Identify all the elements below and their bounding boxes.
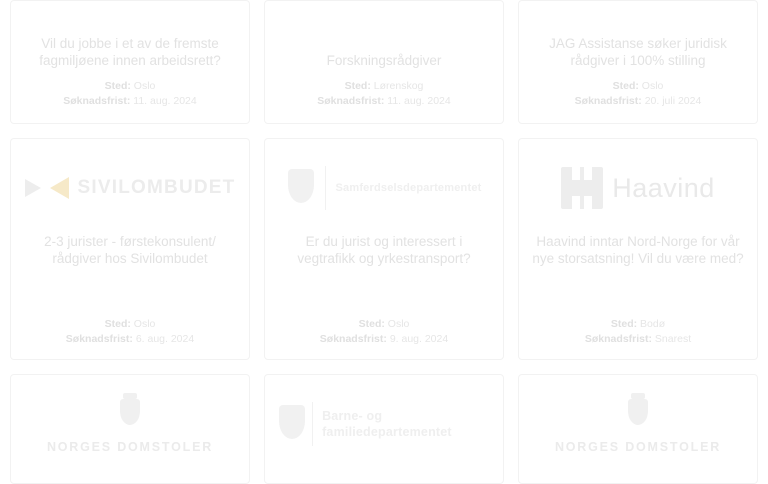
logo-text: NORGES DOMSTOLER xyxy=(554,440,722,454)
sivilombudet-logo-icon xyxy=(25,177,236,199)
deadline-value: 20. juli 2024 xyxy=(644,95,702,107)
job-card[interactable] xyxy=(518,374,758,484)
job-meta xyxy=(317,79,450,109)
job-deadline-row xyxy=(320,332,448,347)
job-place-row xyxy=(63,79,196,94)
place-label: Sted: xyxy=(610,318,638,330)
job-card[interactable] xyxy=(264,0,504,124)
place-value: Lørenskog xyxy=(373,80,424,92)
job-card[interactable] xyxy=(10,138,250,360)
job-card[interactable] xyxy=(10,374,250,484)
deadline-value: Snarest xyxy=(654,333,692,345)
place-label: Sted: xyxy=(612,80,639,92)
place-label: Sted: xyxy=(104,80,131,92)
job-card[interactable] xyxy=(264,138,504,360)
job-card[interactable] xyxy=(10,0,250,124)
job-title: Vil du jobbe i et av de fremste fagmiljøene innen arbeidsrett? xyxy=(39,36,221,68)
job-card[interactable] xyxy=(518,0,758,124)
deadline-value: 6. aug. 2024 xyxy=(135,333,195,345)
employer-logo xyxy=(531,149,745,227)
deadline-value: 11. aug. 2024 xyxy=(133,95,197,107)
place-value: Bodø xyxy=(640,318,666,330)
logo-text: Samferdselsdepartementet xyxy=(335,182,482,194)
logo-text: NORGES DOMSTOLER xyxy=(46,440,214,454)
deadline-value: 11. aug. 2024 xyxy=(387,95,451,107)
logo-divider xyxy=(325,166,326,210)
place-value: Oslo xyxy=(133,318,156,330)
samferdselsdepartementet-logo-icon xyxy=(286,166,481,210)
deadline-label: Søknadsfrist: xyxy=(319,333,387,345)
place-label: Sted: xyxy=(104,318,131,330)
logo-text: Haavind xyxy=(612,172,715,203)
job-place-row xyxy=(66,317,194,332)
logo-text: SIVILOMBUDET xyxy=(77,177,236,198)
job-title: 2-3 jurister - førstekonsulent/ rådgiver hos Sivilombudet xyxy=(44,234,216,266)
place-label: Sted: xyxy=(344,80,371,92)
job-title: Er du jurist og interessert i vegtrafikk og yrkestransport? xyxy=(297,234,471,266)
job-meta xyxy=(585,317,691,347)
employer-logo xyxy=(23,149,237,227)
job-meta xyxy=(63,79,196,109)
norwegian-coat-of-arms-icon xyxy=(117,393,143,433)
deadline-label: Søknadsfrist: xyxy=(317,95,385,107)
deadline-label: Søknadsfrist: xyxy=(584,333,652,345)
haavind-logo-icon xyxy=(561,167,715,209)
job-card[interactable] xyxy=(264,374,504,484)
place-value: Oslo xyxy=(387,318,410,330)
job-deadline-row xyxy=(63,94,196,109)
haavind-mark-icon xyxy=(561,167,603,209)
job-meta xyxy=(575,79,702,109)
job-meta xyxy=(320,317,448,347)
logo-divider xyxy=(312,402,313,446)
job-place-row xyxy=(317,79,450,94)
deadline-label: Søknadsfrist: xyxy=(63,95,131,107)
place-value: Oslo xyxy=(641,80,664,92)
job-place-row xyxy=(575,79,702,94)
norges-domstoler-logo-icon xyxy=(555,393,721,455)
logo-text: Barne- og familiedepartementet xyxy=(322,409,452,439)
job-place-row xyxy=(320,317,448,332)
norwegian-coat-of-arms-icon xyxy=(625,393,651,433)
place-label: Sted: xyxy=(358,318,385,330)
deadline-label: Søknadsfrist: xyxy=(65,333,133,345)
job-deadline-row xyxy=(317,94,450,109)
deadline-label: Søknadsfrist: xyxy=(574,95,642,107)
job-deadline-row xyxy=(575,94,702,109)
employer-logo xyxy=(277,149,491,227)
deadline-value: 9. aug. 2024 xyxy=(389,333,449,345)
sivilombudet-mark-icon xyxy=(25,177,69,199)
employer-logo xyxy=(531,393,745,455)
place-value: Oslo xyxy=(133,80,156,92)
job-deadline-row xyxy=(66,332,194,347)
norwegian-lion-crest-icon xyxy=(277,403,303,445)
job-title: Forskningsrådgiver xyxy=(326,53,442,68)
job-deadline-row xyxy=(585,332,691,347)
barne-og-familiedepartementet-logo-icon xyxy=(277,402,491,446)
job-place-row xyxy=(585,317,691,332)
norges-domstoler-logo-icon xyxy=(47,393,213,455)
job-meta xyxy=(66,317,194,347)
employer-logo xyxy=(277,393,491,455)
employer-logo xyxy=(23,393,237,455)
norwegian-lion-crest-icon xyxy=(286,167,316,209)
job-title: JAG Assistanse søker juridisk rådgiver i 100% stilling xyxy=(549,36,727,68)
job-card[interactable] xyxy=(518,138,758,360)
job-title: Haavind inntar Nord-Norge for vår nye storsatsning! Vil du være med? xyxy=(532,234,744,266)
